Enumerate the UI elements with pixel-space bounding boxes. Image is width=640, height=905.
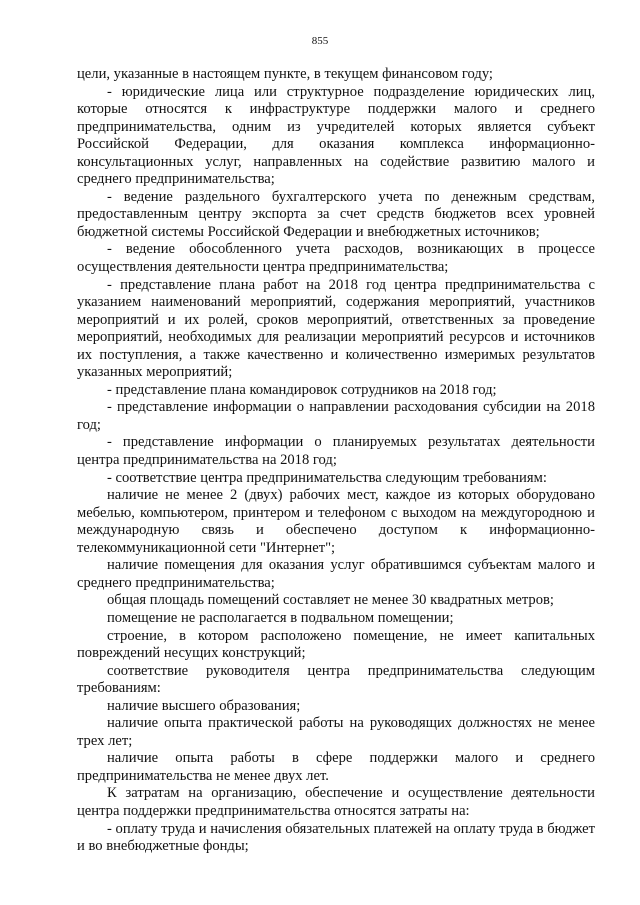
paragraph: - представление плана работ на 2018 год центра предпринимательства с указанием наименований мероприятий, содержания мероприятий, участников мероприятий и их ролей, сроков мероприятий, ответственных за проведение мероприятий, необходимых для реализации мероприятий ресурсов и источников их поступления, а также качественно и количественно измеримых результатов указанных мероприятий;	[77, 276, 595, 381]
paragraph: цели, указанные в настоящем пункте, в текущем финансовом году;	[77, 66, 493, 82]
paragraph: помещение не располагается в подвальном помещении;	[107, 609, 454, 626]
paragraph: наличие высшего образования;	[107, 697, 301, 714]
paragraph: строение, в котором расположено помещение, не имеет капитальных повреждений несущих конструкций;	[77, 627, 595, 662]
paragraph: К затратам на организацию, обеспечение и осуществление деятельности центра поддержки предпринимательства относятся затраты на:	[77, 785, 595, 819]
paragraph: наличие помещения для оказания услуг обратившимся субъектам малого и среднего предпринимательства;	[77, 557, 595, 591]
paragraph: наличие не менее 2 (двух) рабочих мест, каждое из которых оборудовано мебелью, компьютером, принтером и телефоном с выходом на междугородною и международную связь и обеспечено доступом к информационно-телекоммуникационной сети "Интернет";	[77, 487, 595, 556]
paragraph: - оплату труда и начисления обязательных платежей на оплату труда в бюджет и во внебюджетные фонды;	[77, 820, 595, 855]
paragraph: - представление информации о планируемых результатах деятельности центра предпринимательства на 2018 год;	[77, 434, 595, 469]
paragraph: - соответствие центра предпринимательства следующим требованиям:	[107, 469, 547, 486]
paragraph: - представление информации о направлении расходования субсидии на 2018 год;	[77, 399, 595, 433]
paragraph: наличие опыта практической работы на руководящих должностях не менее трех лет;	[77, 715, 595, 749]
paragraph: - юридические лица или структурное подразделение юридических лиц, которые относятся к инфраструктуре поддержки малого и среднего предпринимательства, одним из учредителей которых является субъект Российской Федерации, для оказания комплекса информационно-консультационных услуг, направленных на содействие развитию малого и среднего предпринимательства;	[77, 83, 595, 188]
paragraph: - ведение раздельного бухгалтерского учета по денежным средствам, предоставленным центру экспорта за счет средств бюджетов всех уровней бюджетной системы Российской Федерации и внебюджетных источников;	[77, 188, 595, 240]
paragraph: общая площадь помещений составляет не менее 30 квадратных метров;	[107, 592, 554, 609]
paragraph: - ведение обособленного учета расходов, возникающих в процессе осуществления деятельности центра предпринимательства;	[77, 241, 595, 276]
paragraph: - представление плана командировок сотрудников на 2018 год;	[107, 381, 497, 398]
document-body	[77, 66, 595, 856]
paragraph: наличие опыта работы в сфере поддержки малого и среднего предпринимательства не менее двух лет.	[77, 750, 595, 784]
page-number: 855	[311, 35, 329, 47]
paragraph: соответствие руководителя центра предпринимательства следующим требованиям:	[77, 662, 595, 697]
